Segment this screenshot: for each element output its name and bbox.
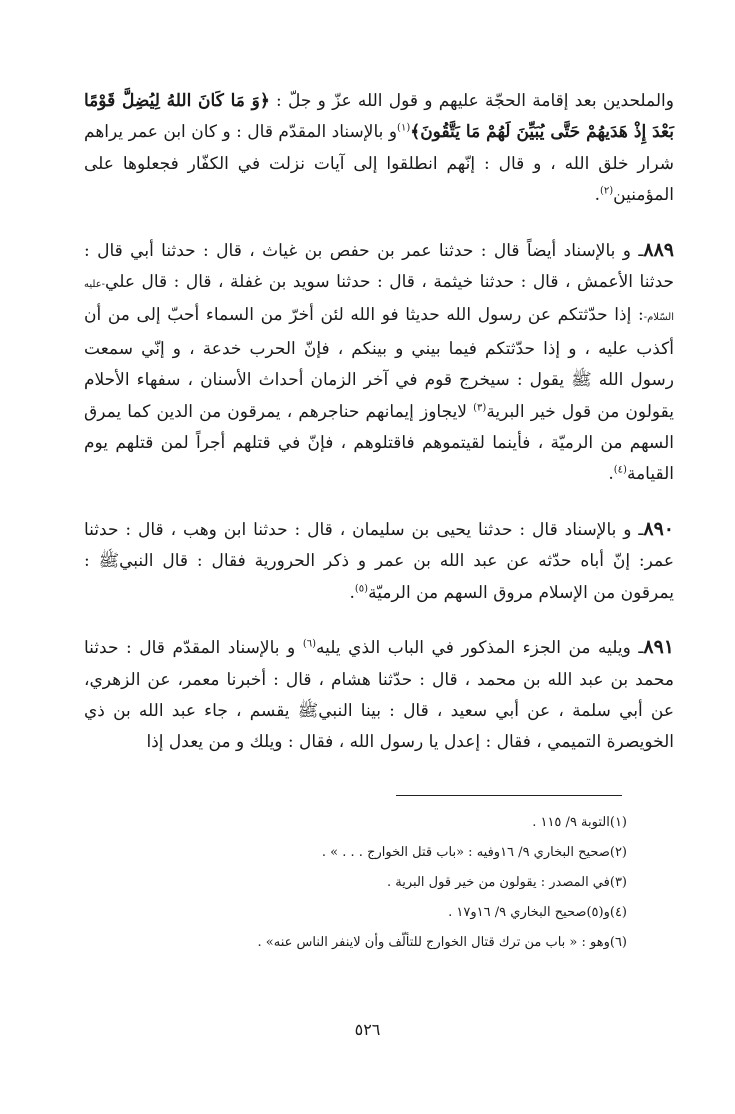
quran-verse: ﴿وَ مَا كَانَ اللهُ لِيُضِلَّ قَوْمًا بَعْدَ إِذْ هَدَيهُمْ حَتَّى يُبَيِّنَ لَهُمْ مَا يَتَّقُونَ﴾: [84, 91, 674, 143]
footnote-marker: (٤): [613, 464, 627, 476]
footnote-marker: (٦): [302, 638, 316, 650]
footnote-marker: (١): [397, 122, 411, 134]
hadith-number: ٨٩٠: [643, 517, 674, 540]
page-number: ٥٢٦: [354, 1020, 381, 1039]
hadith-number: ٨٩١: [643, 636, 674, 659]
paragraph-text: : إذا حدّثتكم عن رسول الله حديثا فو الله لئن أخرّ من السماء أحبّ إلى من أن أكذب عليه ، و إذا حدّثتكم فيما بيني و بينكم ، فإنّ الحرب خدعة ، و إنّي سمعت رسول الله ﷺ يقول : سيخرج قوم في آخر الزمان أحداث الأسنان ، سفهاء الأحلام يقولون من قول خير البرية: [84, 305, 674, 422]
paragraph-text: ـ ويليه من الجزء المذكور في الباب الذي يليه: [316, 638, 644, 659]
paragraph-text: والملحدين بعد إقامة الحجّة عليهم و قول الله عزّ و جلّ :: [269, 91, 674, 111]
honorific: -عليه السّلام-: [84, 279, 674, 324]
paragraph-٨٩١: [84, 632, 674, 759]
footnote-marker: (٢): [599, 185, 614, 197]
footnote-5: (٦)وهو : « باب من ترك قتال الخوارج للتألّف وأن لاينفر الناس عنه» .: [257, 935, 627, 950]
paragraph-text: لايجاوز إيمانهم حناجرهم ، يمرقون من الدين كما يمرق السهم من الرميّة ، فأينما لقيتموهم فاقتلوهم ، فإنّ في قتلهم أجراً لمن قتلهم يوم القيامة: [84, 401, 674, 485]
paragraph-text: و بالإسناد المقدّم قال : حدثنا محمد بن عبد الله بن محمد ، قال : حدّثنا هشام ، قال : أخبرنا معمر، عن الزهري، عن أبي سلمة ، عن أبي سعيد ، قال : بينا النبيﷺ يقسم ، جاء عبد الله بن ذي الخويصرة التميمي ، فقال : إعدل يا رسول الله ، فقال : ويلك و من يعدل إذا: [84, 638, 674, 753]
paragraph-٨٩٠: [84, 514, 674, 609]
footnote-2: (٢)صحيح البخاري ٩/ ١٦وفيه : «باب قتل الخوارج . . . » .: [321, 845, 627, 860]
paragraph-text: ـ و بالإسناد قال : حدثنا يحيى بن سليمان ، قال : حدثنا ابن وهب ، قال : حدثنا عمر: إنّ أباه حدّثه عن عبد الله بن عمر و ذكر الحرورية فقال : قال النبيﷺ : يمرقون من الإسلام مروق السهم من الرميّة: [84, 519, 674, 603]
hadith-number: ٨٨٩: [643, 238, 674, 261]
footnote-4: (٤)و(٥)صحيح البخاري ٩/ ١٦و١٧ .: [448, 905, 627, 920]
paragraph-text: .: [594, 185, 600, 206]
paragraph-٨٨٩: [84, 235, 674, 491]
paragraph-intro: [84, 86, 674, 212]
paragraph-text: و بالإسناد المقدّم قال : و كان ابن عمر يراهم شرار خلق الله ، و قال : إنّهم انطلقوا إلى آيات نزلت في الكفّار فجعلوها على المؤمنين: [84, 122, 674, 206]
main-text-block: [84, 86, 674, 759]
footnote-separator: [396, 795, 622, 796]
footnotes-block: [67, 808, 627, 958]
paragraph-text: .: [608, 464, 614, 485]
footnote-marker: (٥): [354, 583, 369, 595]
paragraph-text: ـ و بالإسناد أيضاً قال : حدثنا عمر بن حفص بن غياث ، قال : حدثنا أبي قال : حدثنا الأعمش ، قال : حدثنا خيثمة ، قال : حدثنا سويد بن غفلة ، قال : قال علي: [84, 240, 674, 293]
footnote-1: (١)التوبة ٩/ ١١٥ .: [532, 815, 627, 830]
footnote-marker: (٣): [473, 402, 487, 413]
footnote-3: (٣)في المصدر : يقولون من خير قول البرية .: [387, 875, 627, 890]
paragraph-text: .: [349, 582, 355, 603]
